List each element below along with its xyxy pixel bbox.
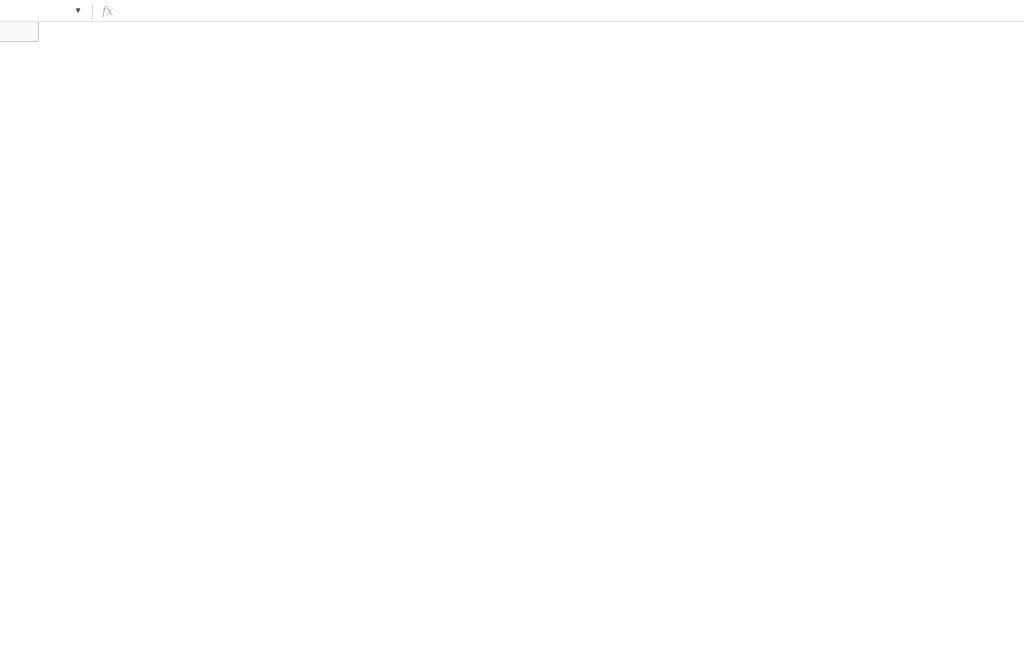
chevron-down-icon[interactable]: ▼ (74, 6, 82, 15)
formula-bar (0, 0, 1024, 22)
formula-bar-divider (92, 3, 93, 19)
spreadsheet-grid (0, 22, 1024, 652)
name-box[interactable] (4, 2, 88, 20)
select-all-corner[interactable] (0, 22, 39, 42)
formula-input[interactable] (121, 2, 1024, 20)
function-icon: fx (102, 3, 114, 18)
